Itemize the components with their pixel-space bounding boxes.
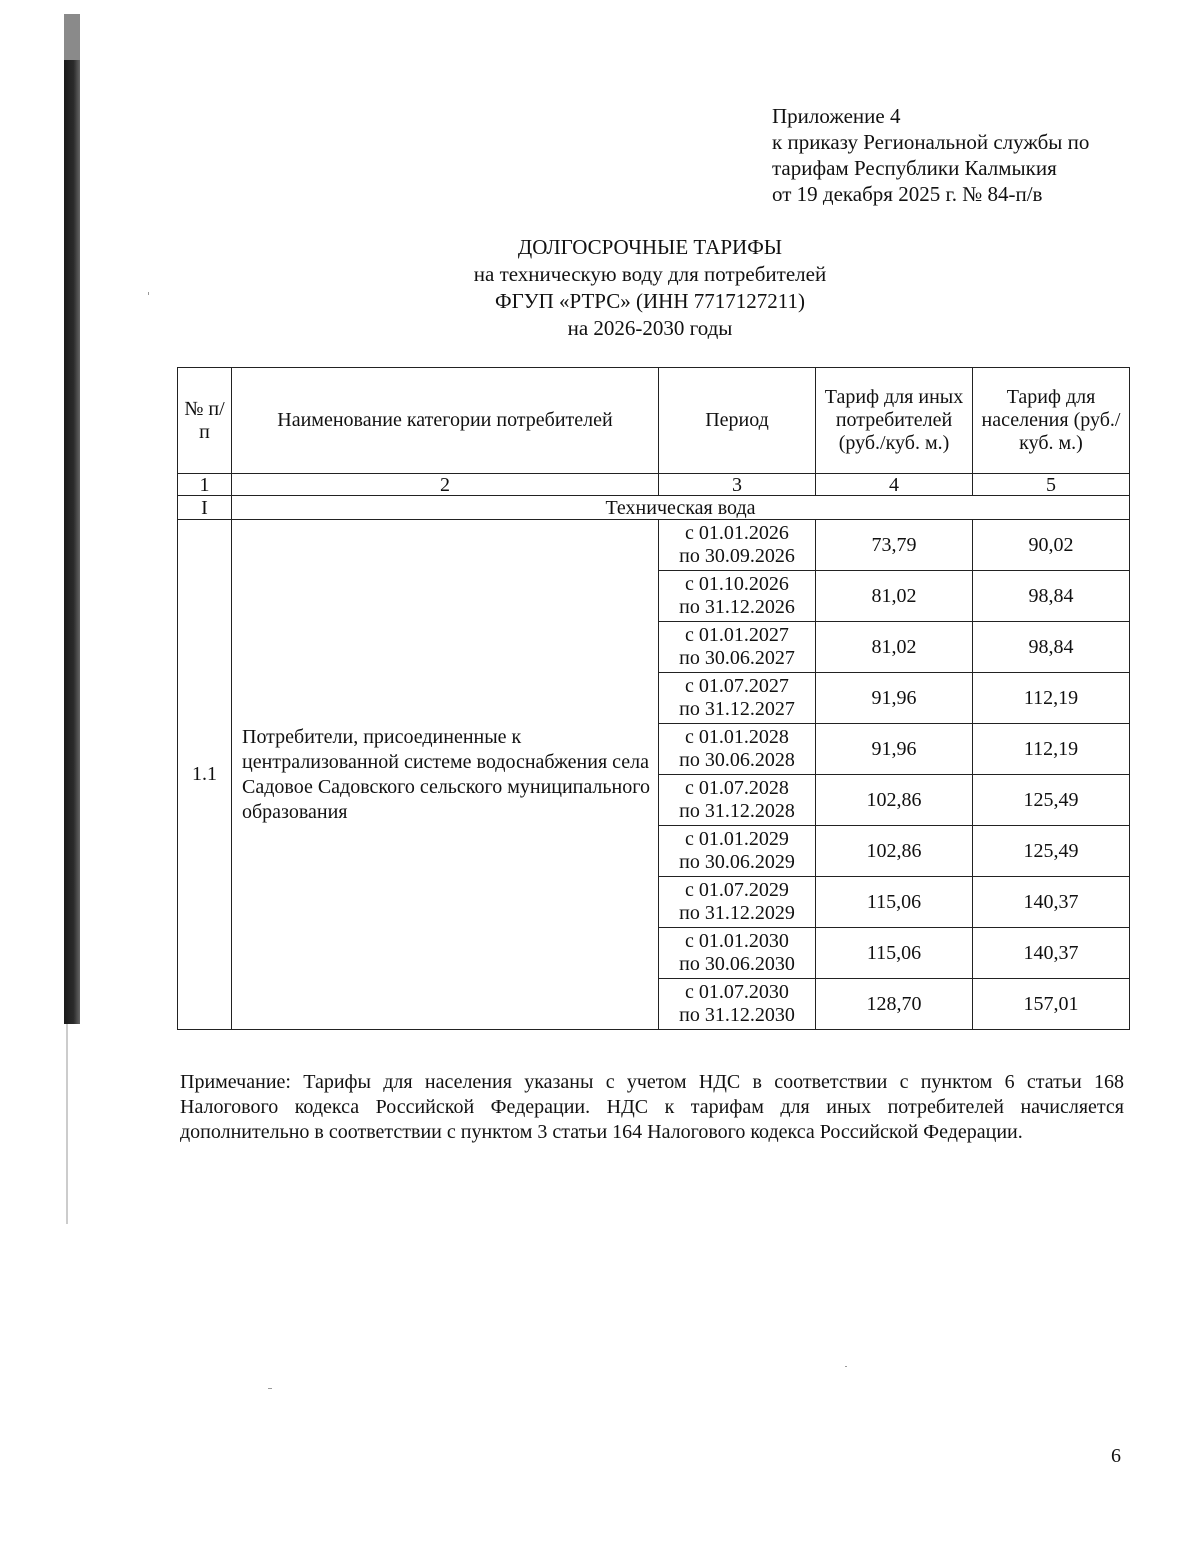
column-number: 5	[973, 474, 1130, 496]
period-from: с 01.01.2028	[685, 726, 789, 748]
period-to: по 31.12.2028	[679, 800, 795, 822]
period-from: с 01.07.2030	[685, 981, 789, 1003]
column-number: 1	[178, 474, 232, 496]
scan-speck	[268, 1388, 272, 1389]
group-category: Потребители, присоединенные к централизованной системе водоснабжения села Садовое Садовского сельского муниципального образования	[232, 520, 659, 1030]
period-cell	[659, 928, 816, 979]
column-number: 2	[232, 474, 659, 496]
appendix-line: тарифам Республики Калмыкия	[772, 156, 1057, 180]
period-to: по 31.12.2030	[679, 1004, 795, 1026]
period-from: с 01.07.2029	[685, 879, 789, 901]
period-cell	[659, 673, 816, 724]
title-line: на 2026-2030 годы	[567, 316, 733, 340]
scan-speck	[148, 292, 149, 295]
section-label: Техническая вода	[232, 496, 1130, 520]
tariff-population-cell: 98,84	[973, 622, 1130, 673]
section-num: I	[178, 496, 232, 520]
tariff-population-cell: 98,84	[973, 571, 1130, 622]
title-line: ДОЛГОСРОЧНЫЕ ТАРИФЫ	[517, 235, 783, 259]
tariff-other-cell: 102,86	[816, 775, 973, 826]
scan-speck	[845, 1366, 847, 1367]
period-to: по 30.06.2029	[679, 851, 795, 873]
appendix-line: к приказу Региональной службы по	[772, 130, 1090, 154]
header-period: Период	[659, 368, 816, 474]
tariff-table	[177, 367, 1130, 1030]
period-from: с 01.01.2027	[685, 624, 789, 646]
period-to: по 30.06.2028	[679, 749, 795, 771]
tariff-other-cell: 115,06	[816, 928, 973, 979]
period-cell	[659, 520, 816, 571]
period-to: по 31.12.2026	[679, 596, 795, 618]
tariff-population-cell: 157,01	[973, 979, 1130, 1030]
appendix-line: Приложение 4	[772, 104, 901, 128]
tariff-other-cell: 81,02	[816, 571, 973, 622]
tariff-population-cell: 112,19	[973, 724, 1130, 775]
header-tariff-population: Тариф для населения (руб./куб. м.)	[973, 368, 1130, 474]
period-cell	[659, 571, 816, 622]
period-to: по 31.12.2027	[679, 698, 795, 720]
period-from: с 01.07.2027	[685, 675, 789, 697]
title-line: на техническую воду для потребителей	[473, 262, 827, 286]
period-to: по 31.12.2029	[679, 902, 795, 924]
table-row	[178, 520, 1130, 571]
period-to: по 30.06.2027	[679, 647, 795, 669]
tariff-population-cell: 90,02	[973, 520, 1130, 571]
scan-margin-line	[66, 1024, 68, 1224]
tariff-other-cell: 91,96	[816, 724, 973, 775]
period-from: с 01.10.2026	[685, 573, 789, 595]
period-from: с 01.01.2030	[685, 930, 789, 952]
tariff-other-cell: 81,02	[816, 622, 973, 673]
tariff-population-cell: 125,49	[973, 775, 1130, 826]
table-header-row	[178, 368, 1130, 474]
appendix-line: от 19 декабря 2025 г. № 84-п/в	[772, 182, 1043, 206]
period-from: с 01.01.2029	[685, 828, 789, 850]
header-num: № п/п	[178, 368, 232, 474]
period-from: с 01.07.2028	[685, 777, 789, 799]
section-row	[178, 496, 1130, 520]
column-number-row	[178, 474, 1130, 496]
tariff-population-cell: 140,37	[973, 928, 1130, 979]
period-cell	[659, 775, 816, 826]
column-number: 4	[816, 474, 973, 496]
document-title	[300, 234, 1000, 342]
scan-margin-shadow	[64, 14, 80, 1024]
period-cell	[659, 979, 816, 1030]
period-cell	[659, 826, 816, 877]
page-number: 6	[1111, 1445, 1121, 1467]
period-cell	[659, 877, 816, 928]
header-tariff-other: Тариф для иных потребителей (руб./куб. м.)	[816, 368, 973, 474]
tariff-other-cell: 115,06	[816, 877, 973, 928]
tariff-other-cell: 91,96	[816, 673, 973, 724]
period-cell	[659, 724, 816, 775]
header-category: Наименование категории потребителей	[232, 368, 659, 474]
period-to: по 30.06.2030	[679, 953, 795, 975]
column-number: 3	[659, 474, 816, 496]
appendix-header	[772, 103, 1089, 207]
tariff-other-cell: 128,70	[816, 979, 973, 1030]
tariff-population-cell: 140,37	[973, 877, 1130, 928]
tariff-other-cell: 102,86	[816, 826, 973, 877]
tariff-other-cell: 73,79	[816, 520, 973, 571]
period-to: по 30.09.2026	[679, 545, 795, 567]
scan-margin-shadow-top	[64, 14, 80, 60]
note: Примечание: Тарифы для населения указаны с учетом НДС в соответствии с пунктом 6 статьи 168 Налогового кодекса Российской Федерации. НДС к тарифам для иных потребителей начисляется дополнительно в соответствии с пунктом 3 статьи 164 Налогового кодекса Российской Федерации.	[180, 1071, 1124, 1143]
title-line: ФГУП «РТРС» (ИНН 7717127211)	[495, 289, 805, 313]
tariff-population-cell: 125,49	[973, 826, 1130, 877]
period-cell	[659, 622, 816, 673]
group-num: 1.1	[178, 520, 232, 1030]
period-from: с 01.01.2026	[685, 522, 789, 544]
tariff-population-cell: 112,19	[973, 673, 1130, 724]
